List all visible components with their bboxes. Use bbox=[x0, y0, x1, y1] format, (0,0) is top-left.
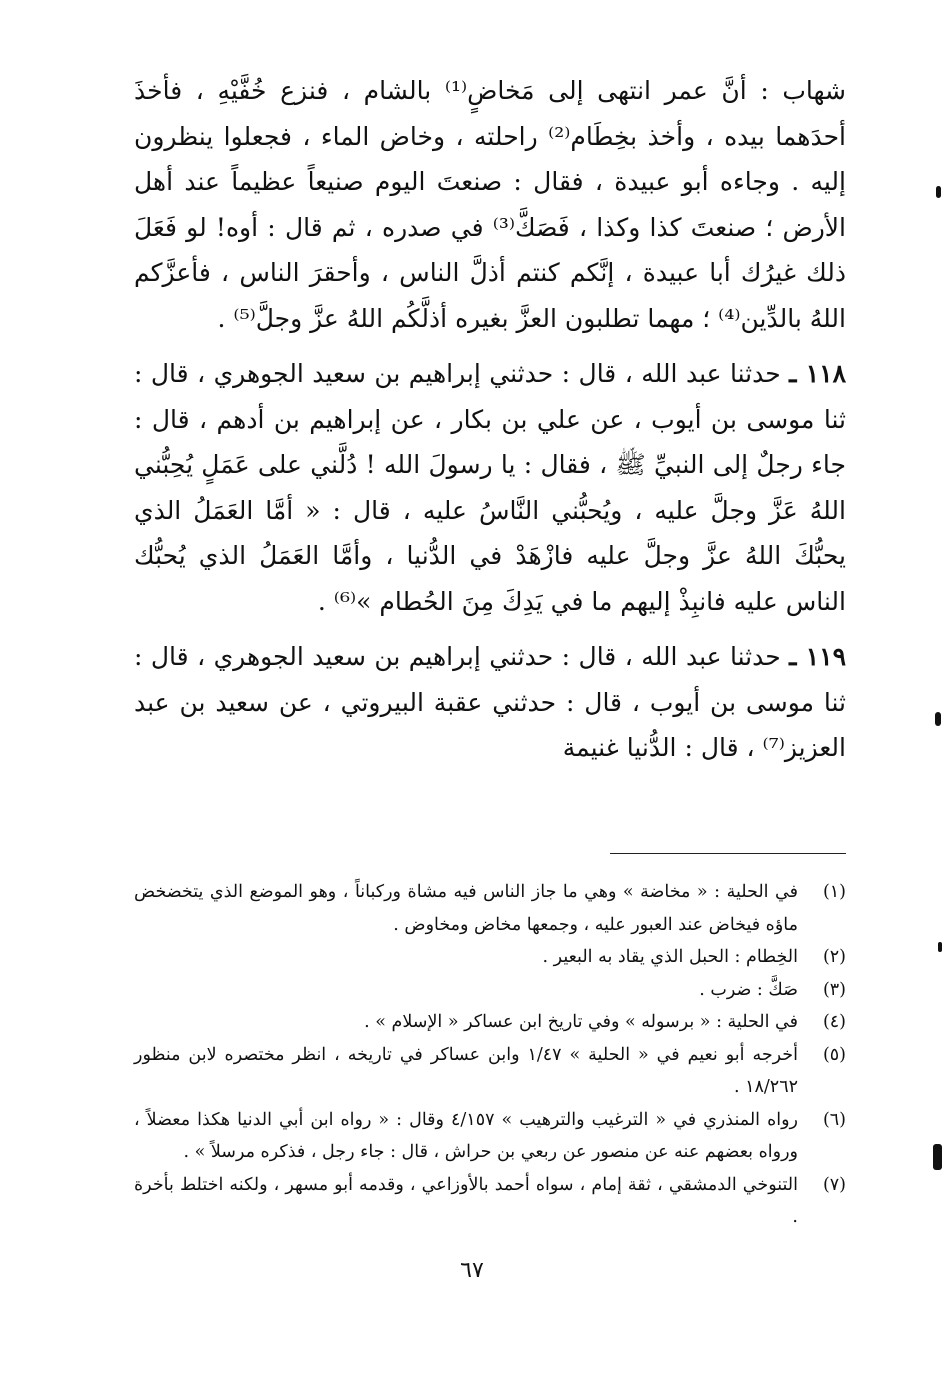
footnote-text: في الحلية : « برسوله » وفي تاريخ ابن عساكر « الإسلام » . bbox=[364, 1012, 798, 1032]
scan-edge-mark bbox=[935, 712, 941, 726]
footnote bbox=[134, 941, 846, 974]
book-page bbox=[134, 68, 847, 1227]
footnote-text: التنوخي الدمشقي ، ثقة إمام ، سواه أحمد بالأوزاعي ، وقدمه أبو مسهر ، ولكنه اختلط بأخرة . bbox=[134, 1174, 798, 1227]
footnote-number: (١) bbox=[822, 882, 846, 902]
hadith-number: ١١٨ ـ bbox=[789, 359, 847, 388]
footnote-text: رواه المنذري في « الترغيب والترهيب » ٤/١٥٧ وقال : « رواه ابن أبي الدنيا هكذا معضلاً ، ورواه بعضهم عنه عن منصور عن ربعي بن حراش ، قال : جاء رجل ، فذكره مرسلاً » . bbox=[134, 1109, 799, 1162]
footnotes bbox=[134, 876, 846, 1234]
scan-edge-mark bbox=[938, 942, 942, 952]
footnote-number: (٣) bbox=[822, 979, 846, 1000]
page-number: ٦٧ bbox=[460, 1258, 484, 1283]
footnote-text: صَكَّ : ضرب . bbox=[699, 979, 798, 1000]
main-text bbox=[134, 68, 846, 771]
footnote bbox=[134, 974, 846, 1007]
footnote-number: (٧) bbox=[822, 1174, 846, 1195]
footnote bbox=[134, 876, 846, 941]
scan-edge-mark bbox=[936, 186, 941, 198]
paragraph-118 bbox=[134, 351, 846, 624]
footnote-divider bbox=[610, 853, 846, 854]
footnote-number: (٢) bbox=[822, 947, 846, 967]
paragraph-text: حدثنا عبد الله ، قال : حدثني إبراهيم بن سعيد الجوهري ، قال : ثنا موسى بن أيوب ، قال : حدثني عقبة البيروتي ، عن سعيد بن عبد العزيز⁽⁷⁾ ، قال : الدُّنيا غنيمة bbox=[134, 642, 846, 762]
footnote bbox=[134, 1104, 846, 1169]
footnote bbox=[134, 1039, 846, 1104]
footnote-text: الخِطام : الحبل الذي يقاد به البعير . bbox=[542, 947, 798, 967]
footnote-number: (٦) bbox=[822, 1109, 846, 1130]
footnote-text: في الحلية : « مخاضة » وهي ما جاز الناس فيه مشاة وركباناً ، وهو الموضع الذي يتخضخض ماؤه فيخاض عند العبور عليه ، وجمعها مخاض ومخاوض . bbox=[134, 882, 798, 935]
paragraph-text: حدثنا عبد الله ، قال : حدثني إبراهيم بن سعيد الجوهري ، قال : ثنا موسى بن أيوب ، عن علي بن بكار ، عن إبراهيم بن أدهم ، قال : جاء رجلٌ إلى النبيِّ ﷺ ، فقال : يا رسولَ الله ! دُلَّني على عَمَلٍ يُحِبُّني اللهُ عَزَّ وجلَّ عليه ، ويُحبُّني النَّاسُ عليه ، قال : « أمَّا العَمَلُ الذي يحبُّكَ اللهُ عزَّ وجلَّ عليه فازْهَدْ في الدُّنيا ، وأمَّا العَمَلُ الذي يُحبُّك الناس عليه فانبِذْ إليهم ما في يَدِكَ مِنَ الحُطام »⁽⁶⁾ . bbox=[134, 359, 846, 616]
paragraph-continuation bbox=[134, 68, 846, 341]
footnote bbox=[134, 1169, 846, 1234]
footnote-number: (٥) bbox=[822, 1044, 846, 1065]
hadith-number: ١١٩ ـ bbox=[789, 642, 847, 671]
paragraph-119 bbox=[134, 634, 846, 771]
footnote bbox=[134, 1006, 846, 1039]
paragraph-text: شهاب : أنَّ عمر انتهى إلى مَخاضٍ⁽¹⁾ بالشام ، فنزع خُفَّيْهِ ، فأخذَ أحدَهما بيده ، وأخذ بخِطَام⁽²⁾ راحلته ، وخاض الماء ، فجعلوا ينظرون إليه . وجاءه أبو عبيدة ، فقال : صنعتَ اليوم صنيعاً عظيماً عند أهل الأرض ؛ صنعتَ كذا وكذا ، فَصَكَّ⁽³⁾ في صدره ، ثم قال : أوه! لو فَعَلَ ذلك غيرُك أبا عبيدة ، إنَّكم كنتم أذلَّ الناس ، وأحقرَ الناس ، فأعزَّكم اللهُ بالدِّين⁽⁴⁾ ؛ مهما تطلبون العزَّ بغيره أذلَّكُم اللهُ عزَّ وجلَّ⁽⁵⁾ . bbox=[134, 76, 846, 333]
footnote-text: أخرجه أبو نعيم في « الحلية » ١/٤٧ وابن عساكر في تاريخه ، انظر مختصره لابن منظور ١٨/٢٦٢ . bbox=[134, 1044, 798, 1097]
scan-edge-mark bbox=[933, 1144, 942, 1170]
footnote-number: (٤) bbox=[822, 1012, 846, 1032]
